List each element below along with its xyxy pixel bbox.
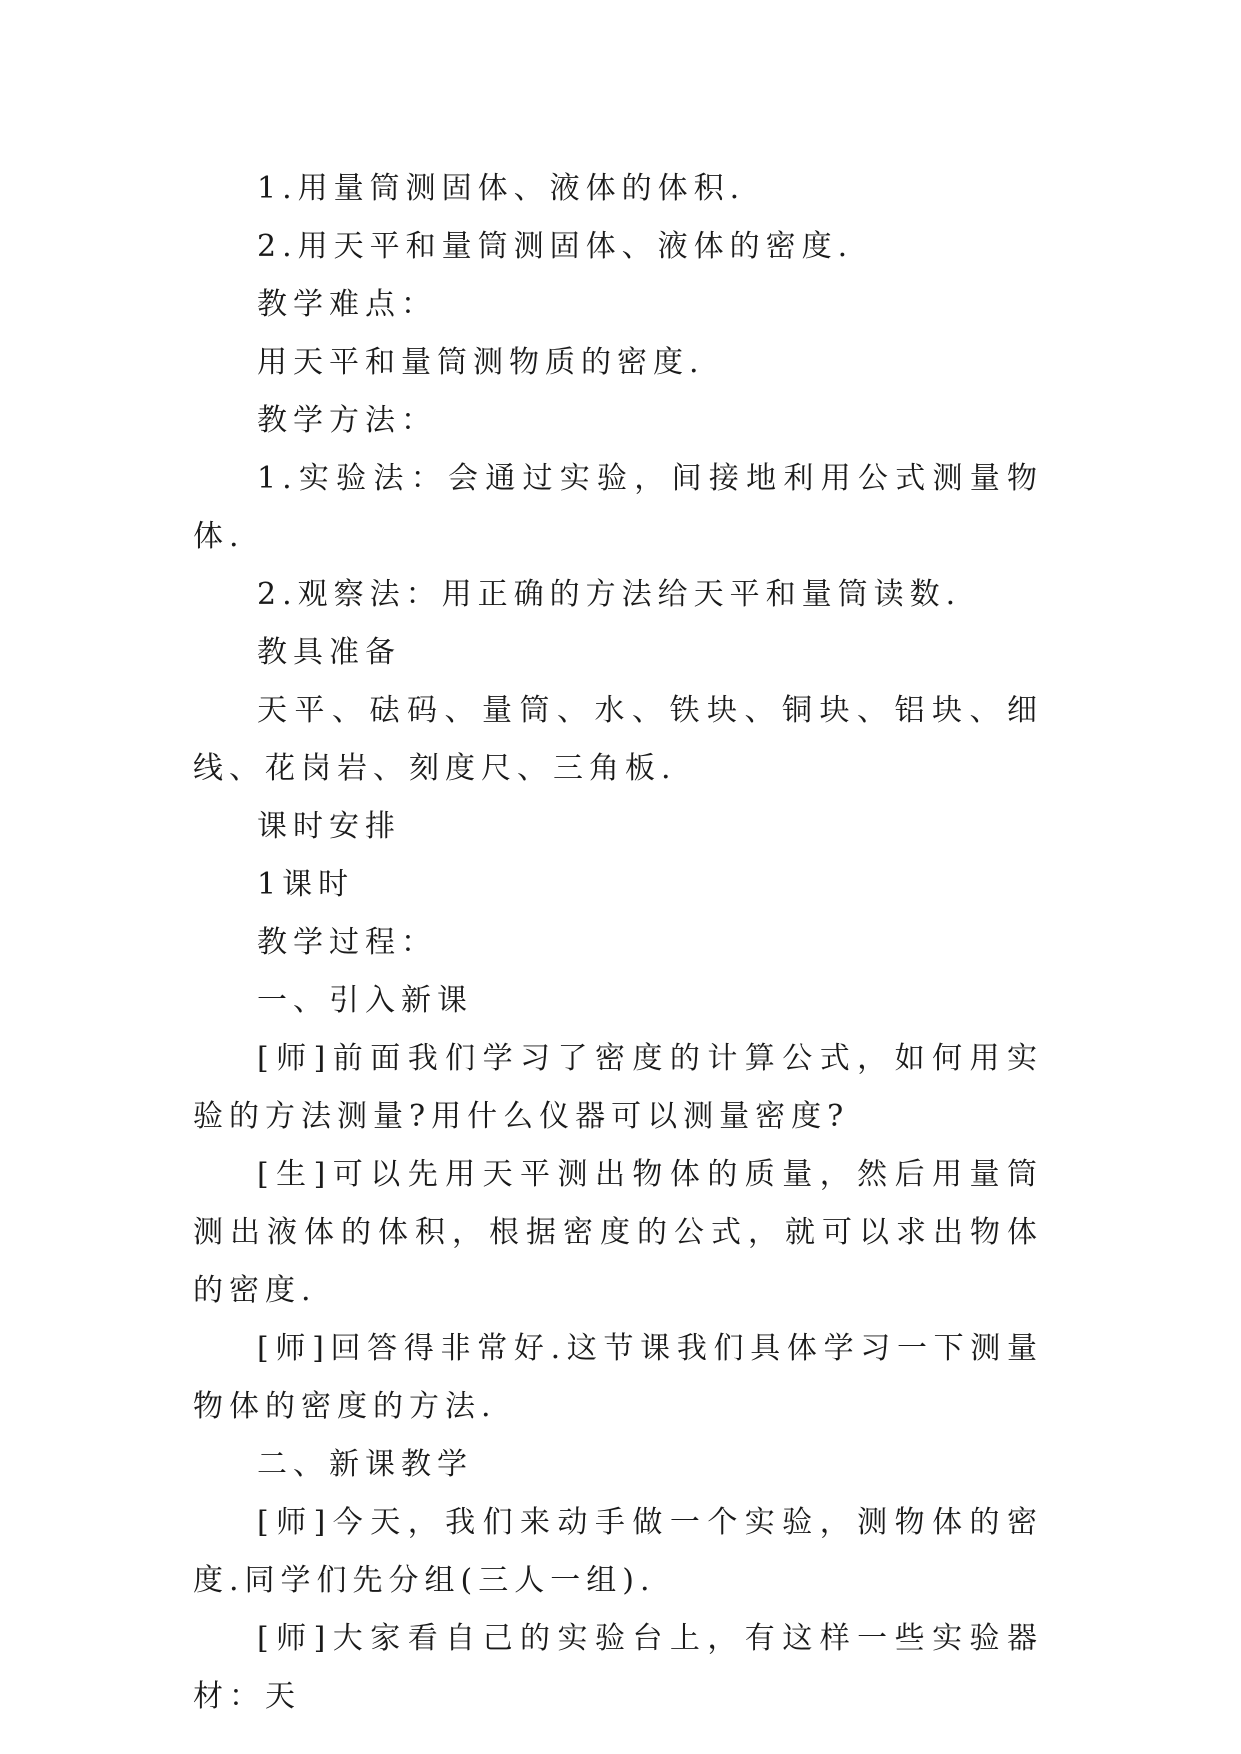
paragraph-method-1: 1.实验法：会通过实验，间接地利用公式测量物体. [193, 461, 1043, 554]
section-heading-methods: 教学方法： [257, 403, 437, 438]
section-heading-intro: 一、引入新课 [257, 983, 473, 1018]
paragraph-materials: 天平、砝码、量筒、水、铁块、铜块、铝块、细线、花岗岩、刻度尺、三角板. [193, 693, 1043, 786]
section-heading-process: 教学过程： [257, 925, 437, 960]
paragraph-item-2: 2.用天平和量筒测固体、液体的密度. [257, 229, 854, 264]
paragraph-item-1: 1.用量筒测固体、液体的体积. [257, 171, 746, 206]
section-heading-schedule: 课时安排 [257, 809, 401, 844]
paragraph-schedule: 1课时 [257, 867, 355, 902]
paragraph-student-1: [生]可以先用天平测出物体的质量，然后用量筒测出液体的体积，根据密度的公式，就可以求出物体的密度. [193, 1157, 1043, 1308]
paragraph-teacher-2: [师]回答得非常好.这节课我们具体学习一下测量物体的密度的方法. [193, 1331, 1043, 1424]
paragraph-teacher-4: [师]大家看自己的实验台上，有这样一些实验器材：天 [193, 1621, 1043, 1714]
section-heading-difficulty: 教学难点： [257, 287, 437, 322]
paragraph-teacher-3: [师]今天，我们来动手做一个实验，测物体的密度.同学们先分组(三人一组). [193, 1505, 1043, 1598]
section-heading-new-lesson: 二、新课教学 [257, 1447, 473, 1482]
section-heading-materials: 教具准备 [257, 635, 401, 670]
document-body [193, 160, 1043, 1726]
paragraph-difficulty: 用天平和量筒测物质的密度. [257, 345, 705, 380]
paragraph-teacher-1: [师]前面我们学习了密度的计算公式，如何用实验的方法测量?用什么仪器可以测量密度? [193, 1041, 1043, 1134]
paragraph-method-2: 2.观察法：用正确的方法给天平和量筒读数. [257, 577, 962, 612]
